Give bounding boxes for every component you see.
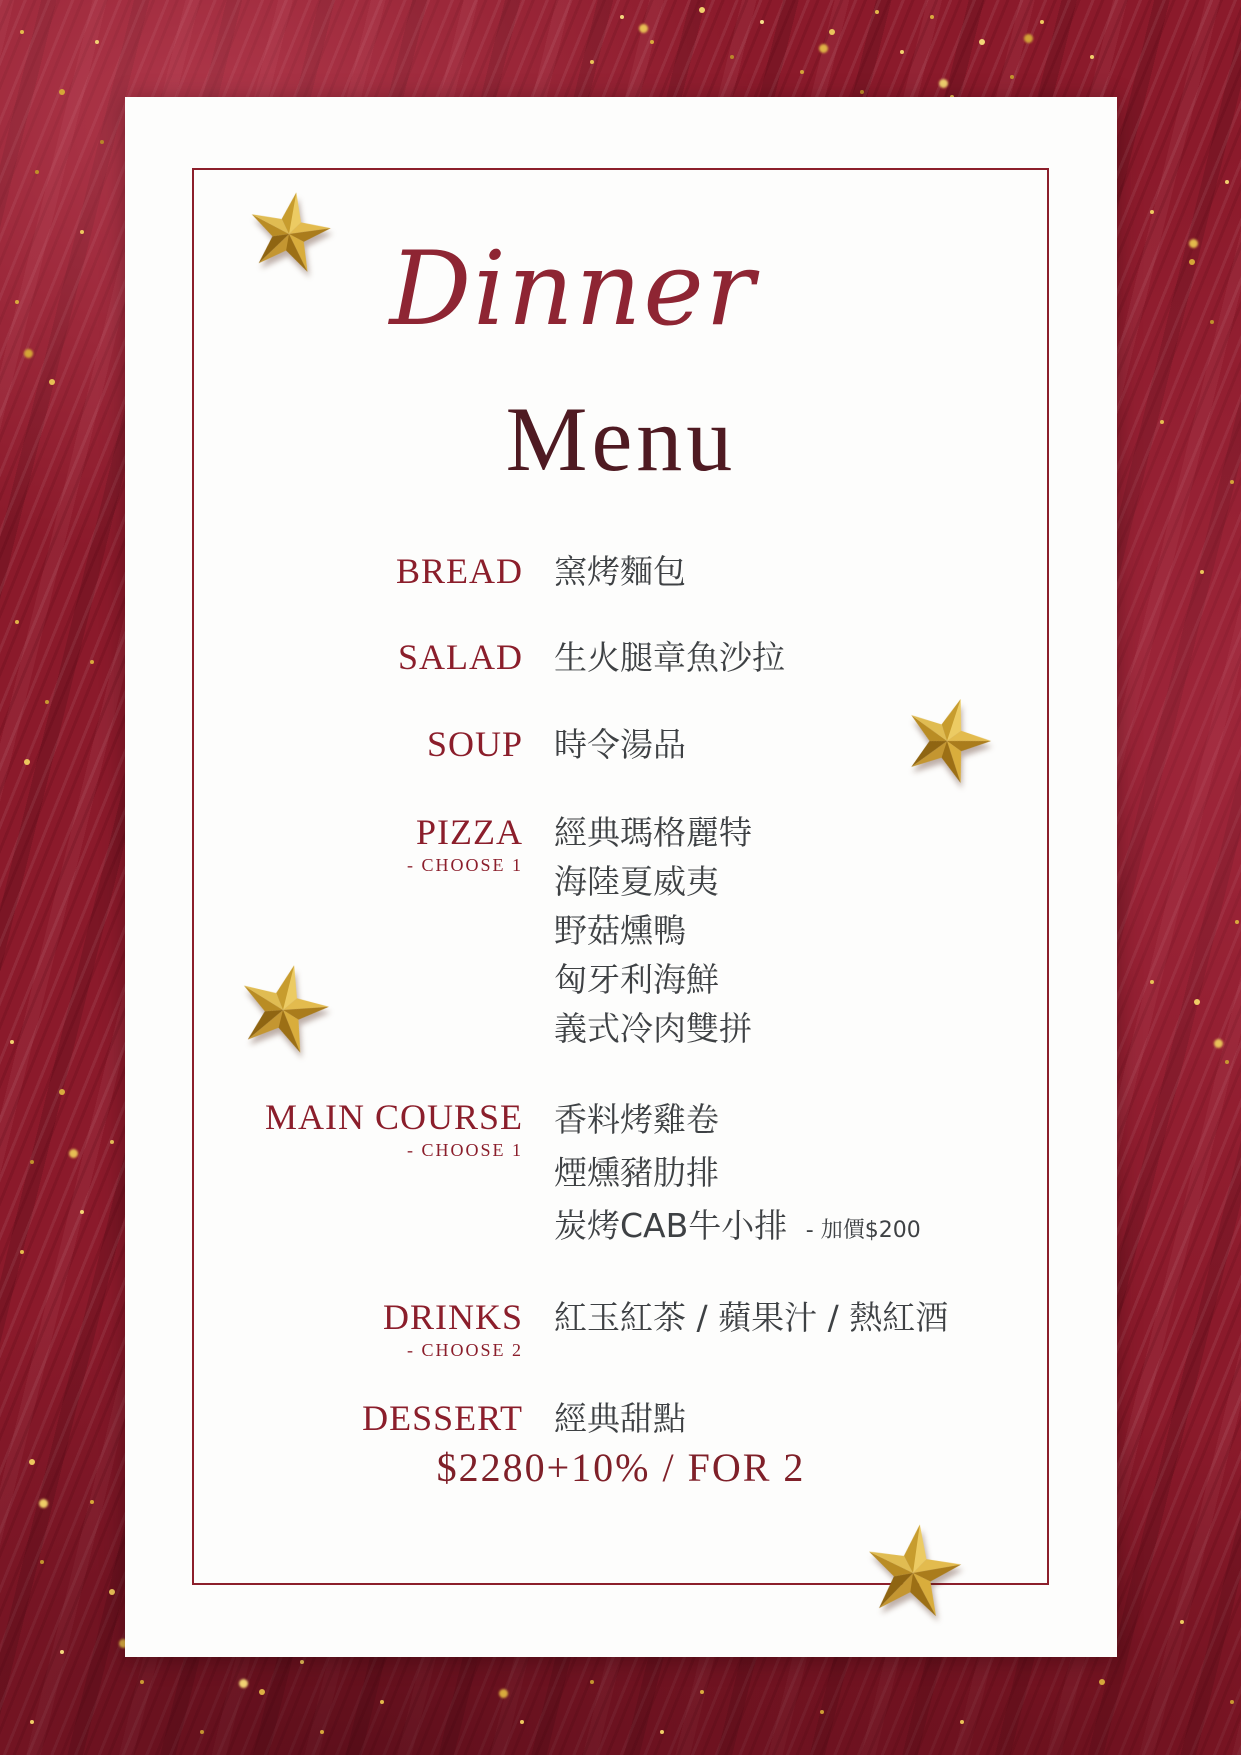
menu-item: 生火腿章魚沙拉	[554, 638, 785, 677]
section-label: SOUP	[426, 724, 523, 764]
menu-item: 紅玉紅茶 / 蘋果汁 / 熱紅酒	[554, 1298, 949, 1337]
choose-note: - CHOOSE 1	[406, 1140, 523, 1160]
gold-star-icon	[238, 183, 340, 285]
surcharge-note: - 加價$200	[805, 1218, 921, 1243]
menu-card	[125, 97, 1117, 1657]
title-script: Dinner	[389, 230, 757, 349]
section-label: BREAD	[395, 551, 523, 591]
section-label: SALAD	[397, 637, 523, 677]
menu-item: 時令湯品	[554, 725, 686, 764]
section-label: PIZZA	[416, 812, 523, 852]
section-label: DRINKS	[382, 1297, 523, 1337]
menu-item: 海陸夏威夷	[554, 862, 719, 901]
set-price: $2280+10% / FOR 2	[436, 1445, 806, 1490]
menu-item: 野菇燻鴨	[554, 911, 686, 950]
menu-item: 經典甜點	[554, 1399, 686, 1438]
choose-note: - CHOOSE 1	[406, 855, 523, 875]
section-label: DESSERT	[362, 1398, 523, 1438]
menu-section-drinks	[125, 1293, 1117, 1360]
menu-item: 經典瑪格麗特	[554, 813, 752, 852]
choose-note: - CHOOSE 2	[406, 1340, 523, 1360]
menu-item: 香料烤雞卷	[554, 1100, 719, 1139]
menu-section-dessert	[125, 1394, 1117, 1443]
menu-item	[554, 1199, 1117, 1257]
menu-section-bread	[125, 547, 1117, 596]
gold-glitter-flecks	[0, 0, 7, 7]
menu-section-main-course	[125, 1093, 1117, 1257]
menu-item: 窯烤麵包	[554, 552, 686, 591]
menu-item: 義式冷肉雙拼	[554, 1009, 752, 1048]
menu-item-text: 炭烤CAB牛小排	[554, 1206, 788, 1245]
menu-item: 煙燻豬肋排	[554, 1153, 719, 1192]
gold-star-icon	[855, 1515, 970, 1630]
menu-section-salad	[125, 633, 1117, 682]
section-label: MAIN COURSE	[264, 1097, 523, 1137]
page-title: Menu	[505, 388, 737, 490]
menu-item: 匈牙利海鮮	[554, 960, 719, 999]
